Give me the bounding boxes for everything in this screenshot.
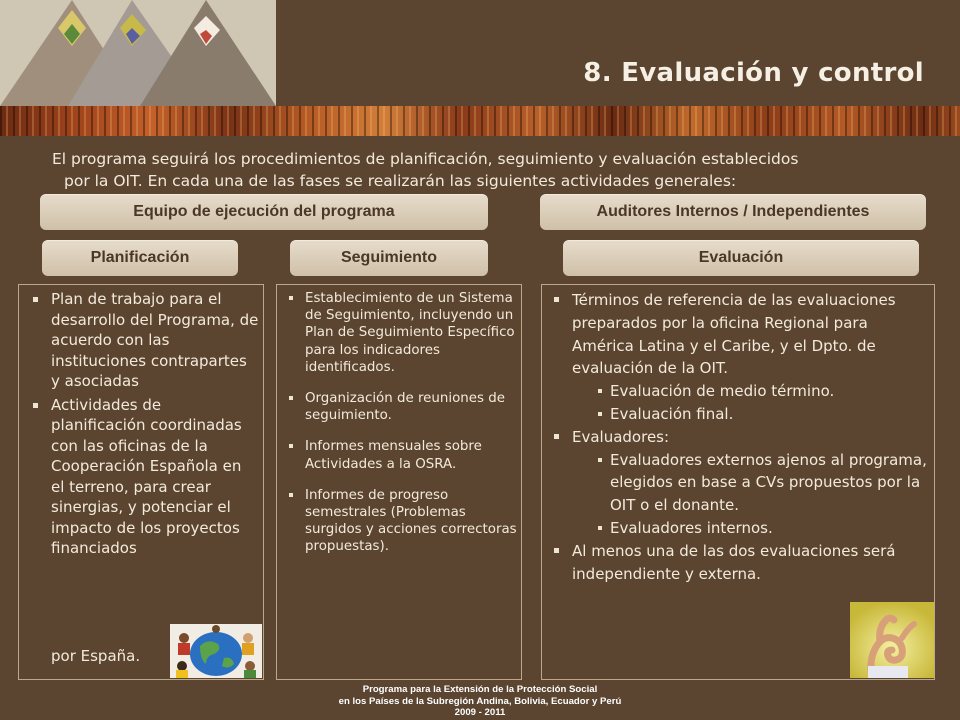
seguimiento-box xyxy=(276,284,522,680)
slide-title: 8. Evaluación y control xyxy=(583,58,924,88)
intro-line-1: El programa seguirá los procedimientos de planificación, seguimiento y evaluación establecidos xyxy=(52,150,799,168)
planificacion-list xyxy=(31,289,259,562)
list-subitem: Evaluación final. xyxy=(552,403,930,426)
header-evaluacion: Evaluación xyxy=(563,240,919,276)
list-item: Términos de referencia de las evaluaciones preparados por la oficina Regional para América Latina y el Caribe, y el Dpto. de evaluación de la OIT. xyxy=(552,289,930,380)
footer-line-2: en los Países de la Subregión Andina, Bolivia, Ecuador y Perú xyxy=(338,695,622,707)
intro-text xyxy=(52,148,932,192)
list-subitem: Evaluación de medio término. xyxy=(552,380,930,403)
header-auditores: Auditores Internos / Independientes xyxy=(540,194,926,230)
footer xyxy=(300,684,660,719)
mountains-logo xyxy=(0,0,276,106)
list-subitem: Evaluadores internos. xyxy=(552,517,930,540)
list-item: Establecimiento de un Sistema de Seguimiento, incluyendo un Plan de Seguimiento Específico para los indicadores identificados. xyxy=(283,290,517,376)
hand-gesture-image xyxy=(850,602,934,678)
evaluacion-list xyxy=(552,289,930,585)
list-item: Evaluadores: xyxy=(552,426,930,449)
header-seguimiento: Seguimiento xyxy=(290,240,488,276)
list-item: Plan de trabajo para el desarrollo del Programa, de acuerdo con las instituciones contrapartes y asociadas xyxy=(31,289,259,392)
seguimiento-list xyxy=(283,290,517,570)
list-item: Actividades de planificación coordinadas con las oficinas de la Cooperación Española en el terreno, para crear sinergias, y potenciar el impacto de los proyectos financiados xyxy=(31,395,259,559)
decorative-textile-band xyxy=(0,106,960,136)
list-subitem: Evaluadores externos ajenos al programa, elegidos en base a CVs propuestos por la OIT o el donante. xyxy=(552,449,930,517)
list-item: Al menos una de las dos evaluaciones será independiente y externa. xyxy=(552,540,930,586)
list-item: Informes de progreso semestrales (Problemas surgidos y acciones correctoras propuestas). xyxy=(283,487,517,556)
header-planificacion: Planificación xyxy=(42,240,238,276)
planificacion-tail: por España. xyxy=(51,647,141,665)
globe-people-image xyxy=(170,624,262,678)
intro-line-2: por la OIT. En cada una de las fases se realizarán las siguientes actividades generales: xyxy=(64,172,737,190)
footer-line-1: Programa para la Extensión de la Protección Social xyxy=(362,684,598,695)
header-equipo: Equipo de ejecución del programa xyxy=(40,194,488,230)
list-item: Organización de reuniones de seguimiento. xyxy=(283,390,517,424)
list-item: Informes mensuales sobre Actividades a la OSRA. xyxy=(283,438,517,472)
planificacion-box xyxy=(18,284,264,680)
footer-line-3: 2009 - 2011 xyxy=(454,707,506,718)
